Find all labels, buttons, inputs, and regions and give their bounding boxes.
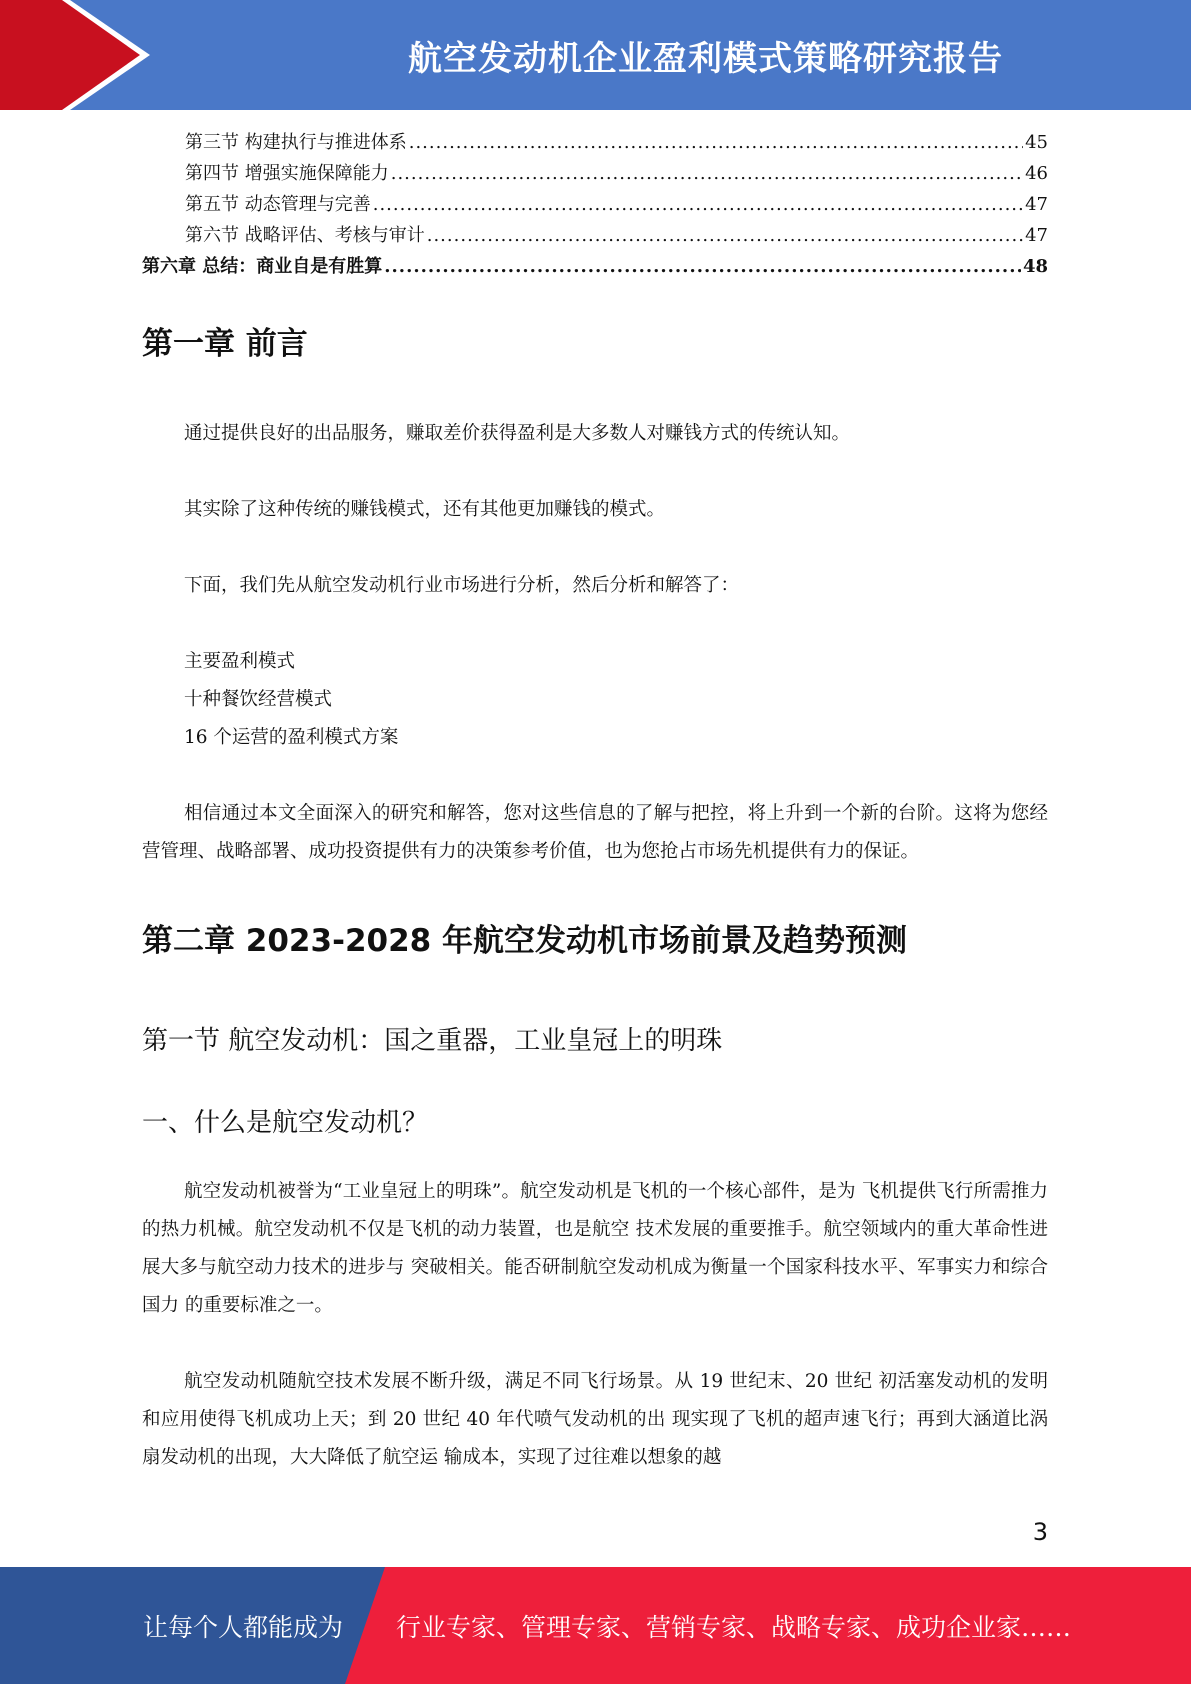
toc-leader-dots <box>409 127 1023 158</box>
chapter-heading: 第一章 前言 <box>142 326 308 362</box>
list-item: 16 个运营的盈利模式方案 <box>184 727 399 749</box>
toc-leader-dots <box>384 251 1021 282</box>
page-footer <box>0 1567 1191 1684</box>
table-of-contents <box>142 127 1048 282</box>
toc-entry-page: 45 <box>1025 132 1048 153</box>
toc-leader-dots <box>427 220 1023 251</box>
subsection-heading: 一、什么是航空发动机？ <box>142 1107 429 1138</box>
toc-entry[interactable] <box>142 220 1048 251</box>
toc-entry-label: 第六节 战略评估、考核与审计 <box>185 225 425 246</box>
footer-slogan-left: 让每个人都能成为 <box>143 1612 344 1642</box>
toc-entry-page: 46 <box>1025 163 1048 184</box>
toc-entry-chapter[interactable] <box>142 251 1048 282</box>
paragraph: 航空发动机被誉为“工业皇冠上的明珠”。航空发动机是飞机的一个核心部件，是为 飞机提供飞行所需推力的热力机械。航空发动机不仅是飞机的动力装置，也是航空 技术发展的重要推手。航空领域内的重大革命性进展大多与航空动力技术的进步与 突破相关。能否研制航空发动机成为衡量一个国家科技水平、军事实力和综合国力 的重要标准之一。 <box>142 1180 1048 1316</box>
list-item: 十种餐饮经营模式 <box>184 689 333 711</box>
toc-entry[interactable] <box>142 127 1048 158</box>
footer-slogan-right: 行业专家、管理专家、营销专家、战略专家、成功企业家…… <box>396 1612 1072 1642</box>
model-list <box>142 643 1048 757</box>
list-item: 主要盈利模式 <box>184 651 296 673</box>
document-body <box>142 300 1048 1477</box>
toc-entry-page: 47 <box>1025 225 1048 246</box>
toc-entry-page: 47 <box>1025 194 1048 215</box>
paragraph: 航空发动机随航空技术发展不断升级，满足不同飞行场景。从 19 世纪末、20 世纪 初活塞发动机的发明和应用使得飞机成功上天；到 20 世纪 40 年代喷气发动机的出 现实现了飞机的超声速飞行；再到大涵道比涡扇发动机的出现，大大降低了航空运 输成本，实现了过往难以想象的越 <box>142 1370 1048 1468</box>
paragraph: 其实除了这种传统的赚钱模式，还有其他更加赚钱的模式。 <box>184 499 666 521</box>
report-title: 航空发动机企业盈利模式策略研究报告 <box>408 38 1003 79</box>
paragraph: 通过提供良好的出品服务，赚取差价获得盈利是大多数人对赚钱方式的传统认知。 <box>184 423 851 445</box>
page-header <box>0 0 1191 110</box>
toc-entry-page: 48 <box>1022 256 1048 277</box>
toc-entry-label: 第五节 动态管理与完善 <box>185 194 371 215</box>
page-number: 3 <box>1032 1518 1048 1546</box>
toc-leader-dots <box>391 158 1023 189</box>
toc-entry[interactable] <box>142 189 1048 220</box>
toc-entry-label: 第四节 增强实施保障能力 <box>185 163 389 184</box>
paragraph: 下面，我们先从航空发动机行业市场进行分析，然后分析和解答了： <box>184 575 740 597</box>
toc-entry-label: 第三节 构建执行与推进体系 <box>185 132 407 153</box>
paragraph: 相信通过本文全面深入的研究和解答，您对这些信息的了解与把控，将上升到一个新的台阶。这将为您经营管理、战略部署、成功投资提供有力的决策参考价值，也为您抢占市场先机提供有力的保证。 <box>142 803 1048 863</box>
toc-leader-dots <box>373 189 1023 220</box>
chapter-heading: 第二章 2023-2028 年航空发动机市场前景及趋势预测 <box>142 923 908 960</box>
toc-entry[interactable] <box>142 158 1048 189</box>
section-heading: 第一节 航空发动机：国之重器，工业皇冠上的明珠 <box>142 1026 723 1057</box>
toc-entry-label: 第六章 总结：商业自是有胜算 <box>142 256 383 277</box>
